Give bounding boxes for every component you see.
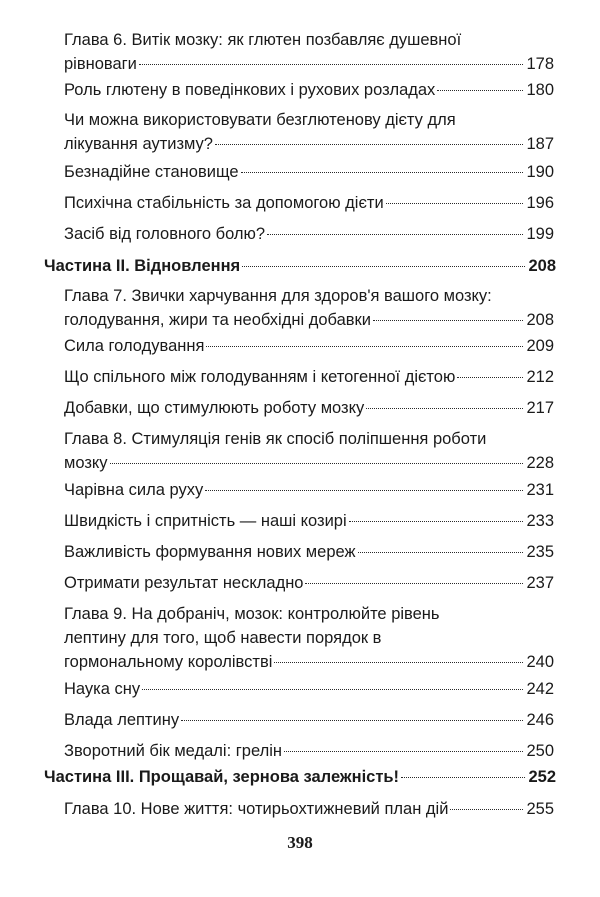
dot-leader	[366, 408, 523, 409]
toc-chapter-entry	[0, 602, 554, 674]
page-number: 398	[287, 833, 313, 852]
toc-entry-title: Важливість формування нових мереж	[64, 543, 356, 561]
toc-page-number: 208	[526, 311, 554, 329]
toc-entry-line	[64, 52, 554, 76]
toc-entry-title: мозку	[64, 454, 108, 472]
dot-leader	[386, 203, 524, 204]
toc-page-number: 235	[526, 543, 554, 561]
toc-entry-title: Глава 8. Стимуляція генів як спосіб поліпшення роботи	[64, 430, 487, 448]
toc-page-number: 242	[526, 680, 554, 698]
toc-chapter-entry	[0, 427, 554, 475]
toc-page-number: 231	[526, 481, 554, 499]
toc-entry-title: Чарівна сила руху	[64, 481, 204, 499]
toc-entry-title: Сила голодування	[64, 337, 205, 355]
toc-entry-line	[64, 451, 554, 475]
dot-leader	[206, 346, 523, 347]
toc-entry-title: Глава 7. Звички харчування для здоров'я вашого мозку:	[64, 287, 492, 305]
toc-entry-title: Швидкість і спритність — наші козирі	[64, 512, 347, 530]
toc-page-number: 228	[526, 454, 554, 472]
toc-entry-title: Безнадійне становище	[64, 163, 239, 181]
toc-entry-line	[64, 626, 554, 650]
toc-entry-title: гормональному королівстві	[64, 653, 273, 671]
toc-chapter-entry	[0, 797, 554, 821]
toc-section-entry	[0, 365, 554, 389]
dot-leader	[142, 689, 523, 690]
toc-entry-title: рівноваги	[64, 55, 137, 73]
toc-section-entry	[0, 708, 554, 732]
toc-entry-line	[64, 365, 554, 389]
toc-page-number: 199	[526, 225, 554, 243]
dot-leader	[450, 809, 523, 810]
toc-entry-line	[64, 739, 554, 763]
toc-entry-line	[64, 427, 554, 451]
toc-section-entry	[0, 334, 554, 358]
toc-entry-line	[64, 132, 554, 156]
dot-leader	[241, 172, 524, 173]
toc-entry-line	[64, 191, 554, 215]
toc-page-number: 255	[526, 800, 554, 818]
toc-page-number: 187	[526, 135, 554, 153]
toc-entry-line	[64, 308, 554, 332]
toc-entry-line	[64, 28, 554, 52]
toc-section-entry	[0, 160, 554, 184]
toc-entry-title: Що спільного між голодуванням і кетогенної дієтою	[64, 368, 456, 386]
dot-leader	[181, 720, 523, 721]
toc-section-entry	[0, 739, 554, 763]
toc-page-number: 196	[526, 194, 554, 212]
toc-entry-line	[64, 602, 554, 626]
dot-leader	[139, 64, 524, 65]
toc-entry-line	[64, 650, 554, 674]
dot-leader	[110, 463, 524, 464]
toc-entry-title: Отримати результат нескладно	[64, 574, 304, 592]
toc-entry-title: Засіб від головного болю?	[64, 225, 266, 243]
toc-entry-line	[64, 284, 554, 308]
toc-entry-title: Чи можна використовувати безглютенову дієту для	[64, 111, 456, 129]
toc-section-entry	[0, 78, 554, 102]
toc-entry-title: лікування аутизму?	[64, 135, 213, 153]
toc-section-entry	[0, 677, 554, 701]
toc-page-number: 212	[526, 368, 554, 386]
toc-entry-line	[64, 160, 554, 184]
dot-leader	[267, 234, 523, 235]
toc-section-entry	[0, 108, 554, 156]
toc-section-entry	[0, 191, 554, 215]
toc-page-number: 178	[526, 55, 554, 73]
toc-page-number: 217	[526, 399, 554, 417]
toc-entry-line	[44, 765, 556, 789]
toc-entry-line	[64, 396, 554, 420]
toc-entry-title: Наука сну	[64, 680, 141, 698]
toc-section-entry	[0, 478, 554, 502]
toc-section-entry	[0, 396, 554, 420]
toc-page-number: 246	[526, 711, 554, 729]
toc-entry-line	[64, 677, 554, 701]
toc-part-entry	[0, 254, 556, 278]
toc-entry-line	[64, 797, 554, 821]
dot-leader	[215, 144, 523, 145]
dot-leader	[349, 521, 524, 522]
dot-leader	[242, 266, 525, 267]
toc-page-number: 240	[526, 653, 554, 671]
toc-section-entry	[0, 222, 554, 246]
toc-entry-title: Глава 10. Нове життя: чотирьохтижневий план дій	[64, 800, 449, 818]
dot-leader	[284, 751, 523, 752]
toc-page-number: 180	[526, 81, 554, 99]
toc-entry-line	[64, 78, 554, 102]
dot-leader	[205, 490, 523, 491]
toc-section-entry	[0, 509, 554, 533]
toc-section-entry	[0, 540, 554, 564]
toc-page-number: 190	[526, 163, 554, 181]
toc-entry-line	[64, 478, 554, 502]
toc-entry-title: Психічна стабільність за допомогою дієти	[64, 194, 384, 212]
toc-section-entry	[0, 571, 554, 595]
toc-part-entry	[0, 765, 556, 789]
toc-page-number: 208	[528, 257, 556, 275]
toc-entry-title: Глава 6. Витік мозку: як глютен позбавляє душевної	[64, 31, 462, 49]
toc-entry-line	[44, 254, 556, 278]
toc-entry-title: Глава 9. На добраніч, мозок: контролюйте рівень	[64, 605, 440, 623]
dot-leader	[305, 583, 523, 584]
toc-page-number: 209	[526, 337, 554, 355]
toc-page-number: 233	[526, 512, 554, 530]
dot-leader	[401, 777, 525, 778]
toc-entry-line	[64, 708, 554, 732]
toc-entry-title: лептину для того, щоб навести порядок в	[64, 629, 382, 647]
toc-entry-title: голодування, жири та необхідні добавки	[64, 311, 371, 329]
toc-entry-line	[64, 222, 554, 246]
toc-entry-title: Роль глютену в поведінкових і рухових розладах	[64, 81, 436, 99]
toc-page-number: 237	[526, 574, 554, 592]
toc-entry-title: Влада лептину	[64, 711, 180, 729]
toc-chapter-entry	[0, 284, 554, 332]
dot-leader	[457, 377, 523, 378]
toc-page-number: 252	[528, 768, 556, 786]
toc-entry-title: Зворотний бік медалі: грелін	[64, 742, 282, 760]
dot-leader	[358, 552, 524, 553]
dot-leader	[437, 90, 523, 91]
toc-entry-line	[64, 509, 554, 533]
dot-leader	[373, 320, 524, 321]
toc-entry-title: Частина II. Відновлення	[44, 257, 241, 275]
toc-page-number: 250	[526, 742, 554, 760]
toc-entry-line	[64, 334, 554, 358]
toc-entry-line	[64, 108, 554, 132]
toc-entry-title: Частина III. Прощавай, зернова залежність!	[44, 768, 400, 786]
toc-entry-line	[64, 540, 554, 564]
toc-chapter-entry	[0, 28, 554, 76]
toc-entry-line	[64, 571, 554, 595]
dot-leader	[274, 662, 523, 663]
toc-entry-title: Добавки, що стимулюють роботу мозку	[64, 399, 365, 417]
